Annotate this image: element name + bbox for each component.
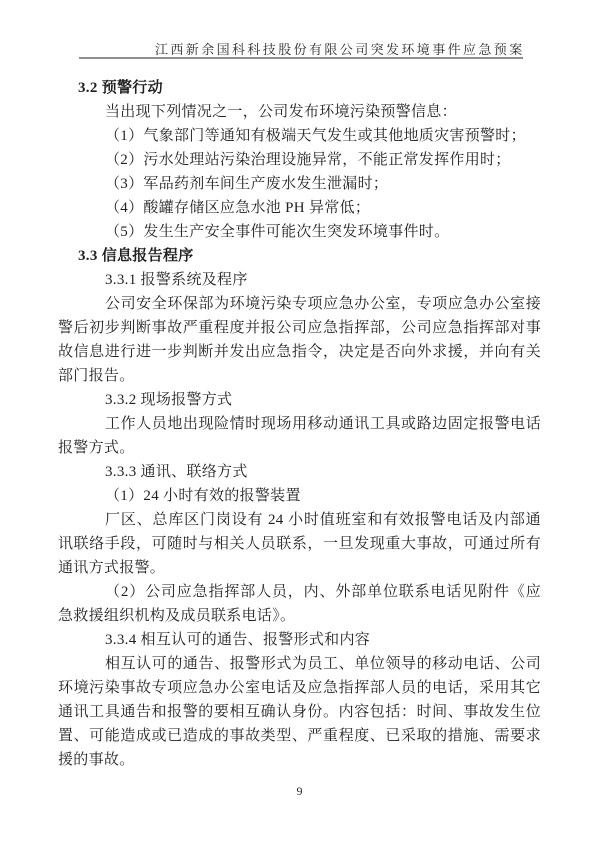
section-heading-3-3: 3.3 信息报告程序 [78,248,194,264]
page-number: 9 [296,784,303,798]
paragraph-onsite-alarm: 工作人员地出现险情时现场用移动通讯工具或路边固定报警电话报警方式。 [58,416,541,456]
list-item-comm-2: （2）公司应急指挥部人员，内、外部单位联系电话见附件《应急救援组织机构及成员联系电话》。 [58,584,541,624]
subsection-heading-3-3-1: 3.3.1 报警系统及程序 [105,272,248,288]
paragraph-mutual-notice: 相互认可的通告、报警形式为员工、单位领导的移动电话、公司环境污染事故专项应急办公室电话及应急指挥部人员的电话，采用其它通讯工具通告和报警的要相互确认身份。内容包括：时间、事故发生位置、可能造成或已造成的事故类型、严重程度、已采取的措施、需要求援的事故。 [58,656,541,768]
subsection-heading-3-3-3: 3.3.3 通讯、联络方式 [105,464,248,480]
paragraph-warning-intro: 当出现下列情况之一，公司发布环境污染预警信息： [105,104,457,120]
paragraph-24h-alarm: 厂区、总库区门岗设有 24 小时值班室和有效报警电话及内部通讯联络手段，可随时与相关人员联系，一旦发现重大事故，可通过所有通讯方式报警。 [58,512,541,576]
header-title: 江西新余国科科技股份有限公司突发环境事件应急预案 [155,42,525,57]
subsection-heading-3-3-4: 3.3.4 相互认可的通告、报警形式和内容 [105,632,371,648]
list-item-3: （3）军品药剂车间生产废水发生泄漏时； [105,176,389,192]
list-item-5: （5）发生生产安全事件可能次生突发环境事件时。 [105,224,450,240]
list-item-2: （2）污水处理站污染治理设施异常，不能正常发挥作用时； [105,152,511,168]
header-rule [79,57,523,59]
list-item-1: （1）气象部门等通知有极端天气发生或其他地质灾害预警时； [105,128,526,144]
document-body [58,76,541,803]
paragraph-alarm-system: 公司安全环保部为环境污染专项应急办公室，专项应急办公室接警后初步判断事故严重程度并报公司应急指挥部，公司应急指挥部对事故信息进行进一步判断并发出应急指令，决定是否向外求援，并向有关部门报告。 [58,296,541,384]
subsection-heading-3-3-2: 3.3.2 现场报警方式 [105,392,233,408]
section-heading-3-2: 3.2 预警行动 [78,80,163,96]
list-item-4: （4）酸罐存储区应急水池 PH 异常低； [105,200,371,216]
list-item-comm-1: （1）24 小时有效的报警装置 [105,488,301,504]
